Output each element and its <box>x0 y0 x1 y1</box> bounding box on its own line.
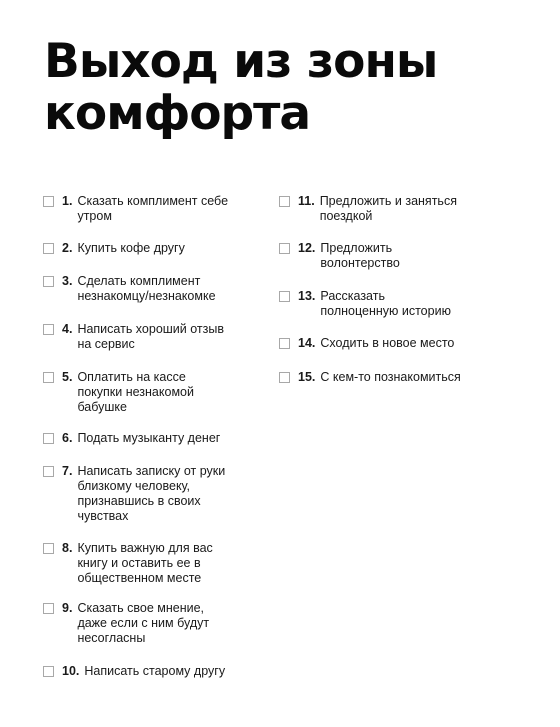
checkbox[interactable] <box>279 243 290 254</box>
item-text: Написать хороший отзыв на сервис <box>77 322 224 351</box>
item-number: 2. <box>62 241 73 255</box>
checkbox[interactable] <box>43 324 54 335</box>
item-text: Оплатить на кассе покупки незнакомой бабушке <box>77 370 194 414</box>
checklist-item-1 <box>43 194 228 224</box>
checklist-item-12 <box>279 241 400 271</box>
checklist-item-10 <box>43 664 225 679</box>
item-text: Подать музыканту денег <box>77 431 221 445</box>
checklist-item-2 <box>43 241 185 256</box>
item-number: 15. <box>298 370 316 384</box>
checkbox[interactable] <box>279 196 290 207</box>
item-text: С кем-то познакомиться <box>320 370 461 384</box>
item-number: 4. <box>62 322 73 336</box>
item-number: 9. <box>62 601 73 615</box>
checkbox[interactable] <box>43 603 54 614</box>
checklist-item-4 <box>43 322 224 352</box>
item-number: 1. <box>62 194 73 208</box>
checklist-item-15 <box>279 370 461 385</box>
checklist-item-5 <box>43 370 194 415</box>
item-number: 12. <box>298 241 316 255</box>
page-title <box>44 36 437 140</box>
checklist-item-3 <box>43 274 216 304</box>
checkbox[interactable] <box>279 291 290 302</box>
checkbox[interactable] <box>279 372 290 383</box>
checklist-item-14 <box>279 336 454 351</box>
checkbox[interactable] <box>279 338 290 349</box>
item-number: 6. <box>62 431 73 445</box>
item-number: 14. <box>298 336 316 350</box>
checklist-item-9 <box>43 601 209 646</box>
checkbox[interactable] <box>43 466 54 477</box>
checkbox[interactable] <box>43 543 54 554</box>
item-text: Предложить волонтерство <box>320 241 400 270</box>
checkbox[interactable] <box>43 196 54 207</box>
item-text: Сделать комплимент незнакомцу/незнакомке <box>77 274 216 303</box>
item-text: Написать старому другу <box>84 664 226 678</box>
checkbox[interactable] <box>43 276 54 287</box>
checklist-item-6 <box>43 431 220 446</box>
checklist-item-8 <box>43 541 213 586</box>
item-text: Рассказать полноценную историю <box>320 289 451 318</box>
item-text: Сходить в новое место <box>320 336 455 350</box>
item-number: 10. <box>62 664 80 678</box>
item-number: 3. <box>62 274 73 288</box>
item-text: Купить важную для вас книгу и оставить ее в общественном месте <box>77 541 213 585</box>
item-text: Сказать свое мнение, даже если с ним будут несогласны <box>77 601 210 645</box>
checkbox[interactable] <box>43 666 54 677</box>
item-text: Предложить и заняться поездкой <box>319 194 457 223</box>
checklist-item-7 <box>43 464 225 524</box>
checkbox[interactable] <box>43 243 54 254</box>
checkbox[interactable] <box>43 433 54 444</box>
item-number: 7. <box>62 464 73 478</box>
item-text: Сказать комплимент себе утром <box>77 194 229 223</box>
title-line-2: комфорта <box>44 86 311 141</box>
item-number: 13. <box>298 289 316 303</box>
title-line-1: Выход из зоны <box>44 34 438 89</box>
item-number: 11. <box>298 194 315 208</box>
item-number: 5. <box>62 370 73 384</box>
item-text: Написать записку от руки близкому человеку, признавшись в своих чувствах <box>77 464 226 523</box>
checklist-item-11 <box>279 194 457 224</box>
item-text: Купить кофе другу <box>77 241 185 255</box>
item-number: 8. <box>62 541 73 555</box>
checklist-item-13 <box>279 289 451 319</box>
checkbox[interactable] <box>43 372 54 383</box>
